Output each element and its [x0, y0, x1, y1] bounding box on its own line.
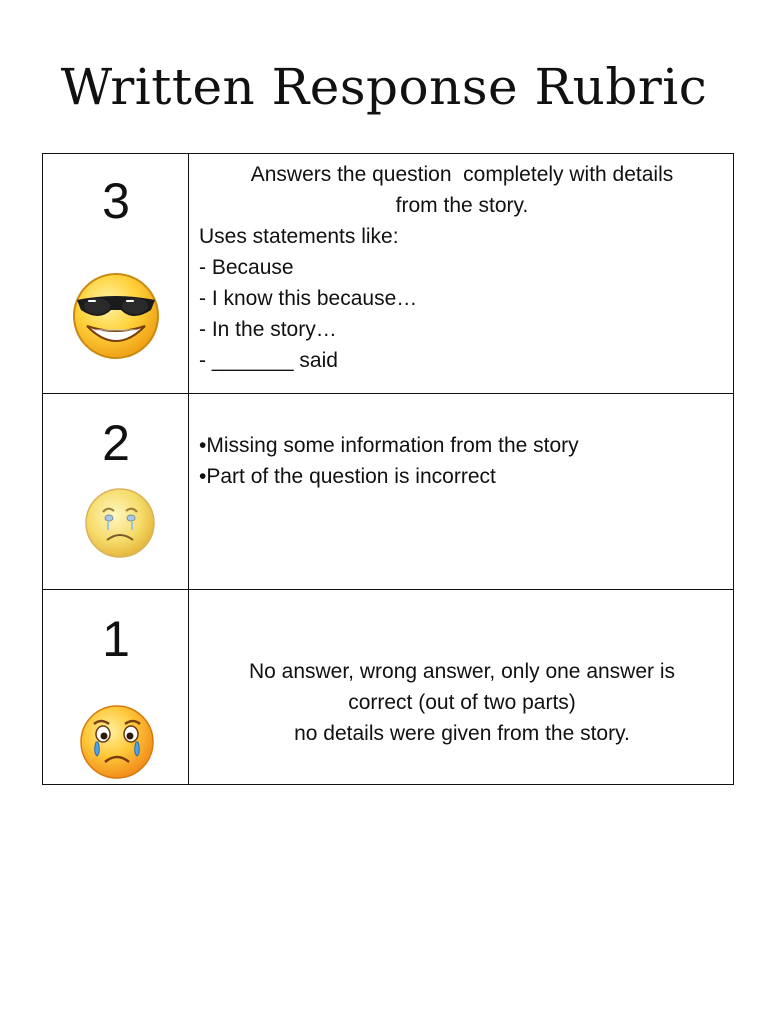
description-line: - In the story…	[199, 318, 337, 341]
description-line: Answers the question completely with details	[250, 163, 674, 186]
score-value: 1	[102, 611, 130, 667]
description-intro	[189, 159, 735, 221]
score-cell	[43, 590, 189, 784]
description-cell	[189, 590, 733, 784]
score-cell	[43, 154, 189, 393]
description-line: Uses statements like:	[199, 225, 399, 248]
page-title: Written Response Rubric	[60, 58, 708, 116]
cool-sunglasses-smiley-icon	[71, 270, 161, 362]
description-list	[199, 430, 579, 492]
description-line: correct (out of two parts)	[348, 691, 576, 714]
description-line: - _______ said	[199, 349, 338, 372]
rubric-row-score-1	[43, 590, 733, 784]
score-value: 3	[102, 173, 130, 229]
rubric-table	[42, 153, 734, 785]
score-cell	[43, 394, 189, 589]
description-line: no details were given from the story.	[294, 722, 630, 745]
description-line: from the story.	[395, 194, 529, 217]
description-cell	[189, 154, 733, 393]
description-line: •Missing some information from the story	[199, 434, 579, 457]
description-line: No answer, wrong answer, only one answer is	[248, 660, 676, 683]
sad-smiley-icon	[83, 486, 157, 560]
description-line: - Because	[199, 256, 294, 279]
score-value: 2	[102, 415, 130, 471]
rubric-row-score-3	[43, 154, 733, 394]
description-cell	[189, 394, 733, 589]
description-list	[189, 656, 735, 749]
crying-smiley-icon	[77, 702, 157, 780]
description-line: - I know this because…	[199, 287, 418, 310]
description-line: •Part of the question is incorrect	[199, 465, 496, 488]
rubric-row-score-2	[43, 394, 733, 590]
description-list	[199, 221, 417, 376]
